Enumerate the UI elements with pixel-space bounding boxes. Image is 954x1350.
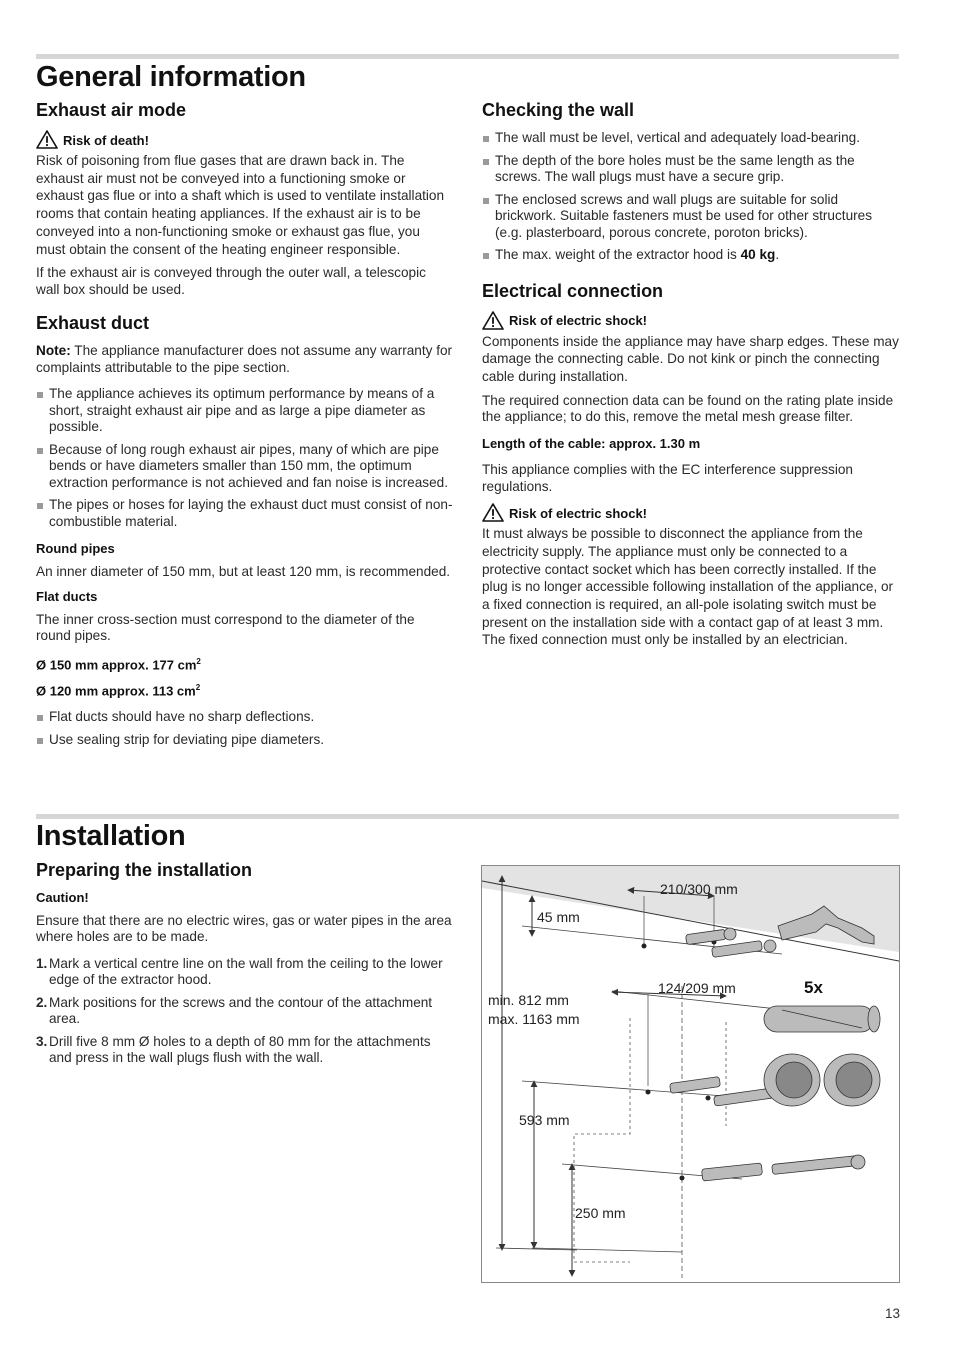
list-item: Because of long rough exhaust air pipes, many of which are pipe bends or have diameters smaller than 150 mm, the optimum extraction performance is not achieved and fan noise is increased. xyxy=(36,442,453,492)
heading-preparing-installation: Preparing the installation xyxy=(36,860,253,880)
paragraph: This appliance complies with the EC interference suppression regulations. xyxy=(482,462,853,494)
dim-max-label: max. 1163 mm xyxy=(488,1011,580,1027)
checking-wall-list xyxy=(482,130,899,264)
drilling-diagram-drawing xyxy=(482,866,899,1282)
step-item: 2. Mark positions for the screws and the contour of the attachment area. xyxy=(36,994,433,1026)
spec-150: Ø 150 mm approx. 177 $cm^2$ xyxy=(36,656,201,673)
exhaust-duct-list xyxy=(36,386,453,530)
subheading-cable-length: Length of the cable: approx. 1.30 m xyxy=(482,435,701,451)
warning-risk-of-electric-shock xyxy=(482,311,899,330)
list-item: Flat ducts should have no sharp deflections. xyxy=(36,709,453,726)
dim-min-label: min. 812 mm xyxy=(488,992,569,1008)
left-column-installation xyxy=(36,860,453,1073)
paragraph: Ensure that there are no electric wires, gas or water pipes in the area where holes are to be made. xyxy=(36,912,452,944)
heading-exhaust-air-mode: Exhaust air mode xyxy=(36,100,187,120)
dim-210-300-label: 210/300 mm xyxy=(660,881,738,897)
caution-label: Caution! xyxy=(36,890,89,905)
max-weight-value: 40 kg xyxy=(740,247,776,262)
list-item-max-weight: The max. weight of the extractor hood is 40 kg. xyxy=(482,247,899,264)
note-paragraph xyxy=(36,343,453,376)
paragraph: The required connection data can be found on the rating plate inside the appliance; to do this, remove the metal mesh grease filter. xyxy=(482,392,894,425)
list-item: The enclosed screws and wall plugs are suitable for solid brickwork. Suitable fasteners must be used for other structures (e.g. plasterboard, porous concrete, poroton bricks). xyxy=(482,192,899,242)
warning-label: Risk of electric shock! xyxy=(509,505,647,521)
step-item: 1. Mark a vertical centre line on the wall from the ceiling to the lower edge of the extractor hood. xyxy=(36,955,443,987)
right-column-general xyxy=(482,100,899,656)
paragraph: If the exhaust air is conveyed through the outer wall, a telescopic wall box should be used. xyxy=(36,265,426,297)
dim-250-label: 250 mm xyxy=(575,1205,626,1221)
step-item: 3. Drill five 8 mm Ø holes to a depth of 80 mm for the attachments and press in the wall plugs flush with the wall. xyxy=(36,1033,431,1065)
subheading-round-pipes: Round pipes xyxy=(36,541,115,557)
page-title-installation: Installation xyxy=(36,820,186,852)
drilling-diagram xyxy=(481,865,900,1283)
installation-steps xyxy=(36,956,453,1067)
subheading-flat-ducts: Flat ducts xyxy=(36,589,98,605)
paragraph: Components inside the appliance may have sharp edges. These may damage the connecting cable. Do not kink or pinch the connecting cable during installation. xyxy=(482,333,899,384)
note-text: The appliance manufacturer does not assume any warranty for complaints attributable to the pipe section. xyxy=(36,343,453,375)
warning-triangle-icon xyxy=(482,503,504,522)
warning-risk-of-electric-shock xyxy=(482,503,899,522)
dim-124-209-label: 124/209 mm xyxy=(658,980,736,996)
page-number: 13 xyxy=(884,1306,900,1321)
heading-exhaust-duct: Exhaust duct xyxy=(36,313,150,334)
paragraph: The inner cross-section must correspond to the diameter of the round pipes. xyxy=(36,611,415,644)
warning-triangle-icon xyxy=(36,130,58,149)
section-rule-installation xyxy=(36,814,899,819)
warning-label: Risk of death! xyxy=(63,132,149,148)
heading-electrical-connection: Electrical connection xyxy=(482,280,664,301)
left-column-general xyxy=(36,100,453,756)
list-item: The depth of the bore holes must be the same length as the screws. The wall plugs must have a secure grip. xyxy=(482,153,899,186)
page-title-general: General information xyxy=(36,61,306,93)
dim-593-label: 593 mm xyxy=(519,1112,570,1128)
flat-ducts-list xyxy=(36,709,453,748)
spec-120: Ø 120 mm approx. 113 $cm^2$ xyxy=(36,682,201,698)
paragraph: It must always be possible to disconnect the appliance from the electricity supply. The appliance must only be connected to a protective contact socket which has been correctly installed. If the plug is no longer accessible following installation of the appliance, or a fixed connection is required, an all-pole isolating switch must be present on the installation side with a contact gap of at least 3 mm. The fixed connection must only be installed by an electrician. xyxy=(482,526,894,648)
list-item: Use sealing strip for deviating pipe diameters. xyxy=(36,732,453,749)
note-label: Note: xyxy=(36,343,71,359)
section-rule-general xyxy=(36,54,899,59)
warning-triangle-icon xyxy=(482,311,504,330)
paragraph: An inner diameter of 150 mm, but at least 120 mm, is recommended. xyxy=(36,563,451,579)
warning-label: Risk of electric shock! xyxy=(509,313,647,328)
warning-risk-of-death xyxy=(36,130,453,149)
list-item: The appliance achieves its optimum performance by means of a short, straight exhaust air pipe and as large a pipe diameter as possible. xyxy=(36,386,453,436)
heading-checking-the-wall: Checking the wall xyxy=(482,100,635,120)
dim-45-label: 45 mm xyxy=(537,909,580,925)
list-item: The pipes or hoses for laying the exhaust duct must consist of non-combustible material. xyxy=(36,497,453,530)
list-item: The wall must be level, vertical and adequately load-bearing. xyxy=(482,130,899,147)
quantity-label: 5x xyxy=(804,978,823,997)
paragraph: Risk of poisoning from flue gases that are drawn back in. The exhaust air must not be conveyed into a functioning smoke or exhaust gas flue or into a shaft which is used to ventilate installation rooms that contain heating appliances. If the exhaust air is to be conveyed into a non-functioning smoke or exhaust gas flue, you must obtain the consent of the heating engineer responsible. xyxy=(36,153,445,257)
